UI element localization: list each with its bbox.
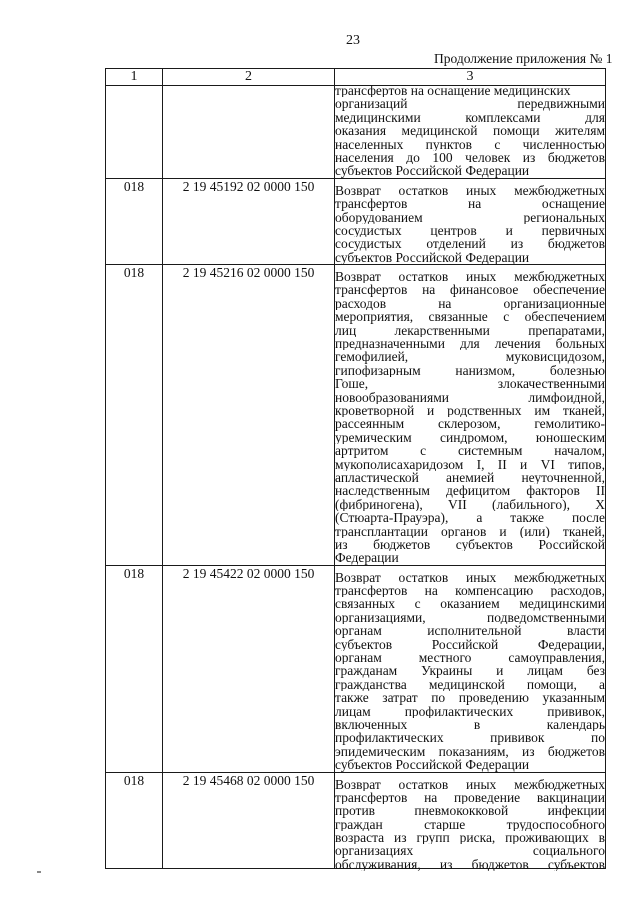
description-line: лицам профилактических прививок, [335, 704, 605, 718]
scan-artifact-mark [37, 871, 41, 873]
description-line: населенных пунктов с численностью [335, 137, 605, 151]
description-line: трансплантации органов и (или) тканей, [335, 524, 605, 538]
description-line: (Стюарта-Прауэра), а также после [335, 511, 605, 525]
description-line: трансфертов на оснащение [335, 197, 605, 211]
description-cell [335, 178, 606, 264]
admin-code-cell: 018 [106, 178, 163, 264]
description-text [335, 265, 605, 565]
table-row [106, 565, 606, 772]
description-line: гемофилией, муковисцидозом, [335, 350, 605, 364]
admin-code-cell: 018 [106, 265, 163, 566]
description-line: эпидемическим показаниям, из бюджетов [335, 744, 605, 759]
description-line: оказания медицинской помощи жителям [335, 124, 605, 138]
description-line: органам местного самоуправления, [335, 651, 605, 665]
description-line: против пневмококковой инфекции [335, 804, 605, 818]
description-line: апластической анемией неуточненной, [335, 470, 605, 485]
appendix-continuation-label: Продолжение приложения № 1 [434, 51, 613, 66]
description-line: оборудованием региональных [335, 210, 605, 224]
description-line: мукополисахаридозом I, II и VI типов, [335, 457, 605, 471]
description-line: населения до 100 человек из бюджетов [335, 150, 605, 165]
description-line: субъектов Российской Федерации [335, 250, 530, 265]
description-line: трансфертов на компенсацию расходов, [335, 584, 605, 598]
description-line: мероприятия, связанные с обеспечением [335, 310, 605, 324]
admin-code-cell [106, 86, 163, 179]
description-line: Возврат остатков иных межбюджетных [335, 183, 605, 198]
description-line: включенных в календарь [335, 717, 605, 732]
description-line: кроветворной и родственных им тканей, [335, 403, 605, 418]
description-cell [335, 565, 606, 772]
page-number: 23 [346, 33, 360, 48]
description-line: профилактических прививок по [335, 731, 605, 745]
description-line: трансфертов на оснащение медицинских [335, 84, 571, 98]
budget-codes-table [105, 68, 606, 872]
column-header-2: 2 [163, 69, 335, 86]
column-header-1: 1 [106, 69, 163, 86]
description-line: из бюджетов субъектов Российской [335, 537, 605, 552]
description-line: организаций передвижными [335, 97, 605, 111]
description-line: граждан старше трудоспособного [335, 817, 605, 832]
description-line: Возврат остатков иных межбюджетных [335, 777, 605, 791]
budget-code-cell: 2 19 45422 02 0000 150 [163, 565, 335, 772]
description-line: организациях социального [335, 844, 605, 858]
column-header-3: 3 [335, 69, 606, 86]
description-line: медицинскими комплексами для [335, 110, 605, 125]
admin-code-cell: 018 [106, 565, 163, 772]
description-line: расходов на организационные [335, 296, 605, 311]
description-line: возраста из групп риска, проживающих в [335, 831, 605, 845]
description-line: организациями, подведомственными [335, 610, 605, 625]
description-cell [335, 772, 606, 872]
description-line: трансфертов на проведение вакцинации [335, 790, 605, 805]
description-line: артритом с системным началом, [335, 444, 605, 458]
description-line: субъектов Российской Федерации, [335, 637, 605, 652]
table-header-row [106, 69, 606, 86]
description-line: также затрат по проведению указанным [335, 691, 605, 705]
budget-code-cell: 2 19 45216 02 0000 150 [163, 265, 335, 566]
table-body [106, 84, 606, 872]
description-line: гражданам Украины и лицам без [335, 664, 605, 678]
description-line: гипофизарным нанизмом, болезнью [335, 363, 605, 378]
description-line: обслуживания, из бюджетов субъектов [335, 857, 605, 872]
description-line: гражданства медицинской помощи, а [335, 677, 605, 692]
description-line: уремическим синдромом, юношеским [335, 430, 605, 445]
budget-code-cell: 2 19 45468 02 0000 150 [163, 772, 335, 869]
table-row [106, 265, 606, 566]
table-row [106, 178, 606, 264]
description-line: Возврат остатков иных межбюджетных [335, 570, 605, 585]
description-line: Возврат остатков иных межбюджетных [335, 270, 605, 284]
description-text [335, 773, 605, 872]
description-line: трансфертов на финансовое обеспечение [335, 283, 605, 297]
description-text [335, 566, 605, 772]
description-line: сосудистых отделений из бюджетов [335, 237, 605, 251]
budget-code-cell: 2 19 45192 02 0000 150 [163, 178, 335, 264]
description-line: лиц лекарственными препаратами, [335, 323, 605, 338]
description-text [335, 179, 605, 264]
description-cell [335, 265, 606, 566]
table-row [106, 772, 606, 869]
description-line: органам исполнительной власти [335, 624, 605, 638]
description-line: рассеянным склерозом, гемолитико- [335, 417, 605, 431]
description-line: (фибриногена), VII (лабильного), X [335, 497, 605, 512]
description-text [335, 84, 605, 178]
description-line: Гоше, злокачественными [335, 377, 605, 391]
table-row [106, 86, 606, 179]
description-line: субъектов Российской Федерации [335, 164, 530, 178]
description-line: наследственным дефицитом факторов II [335, 484, 605, 498]
admin-code-cell: 018 [106, 772, 163, 869]
description-line: субъектов Российской Федерации [335, 758, 530, 772]
description-cell [335, 86, 606, 179]
description-line: Федерации [335, 551, 399, 565]
description-line: предназначенными для лечения больных [335, 337, 605, 351]
description-line: связанных с оказанием медицинскими [335, 597, 605, 611]
description-line: новообразованиями лимфоидной, [335, 390, 605, 404]
description-line: сосудистых центров и первичных [335, 223, 605, 238]
budget-code-cell [163, 86, 335, 179]
